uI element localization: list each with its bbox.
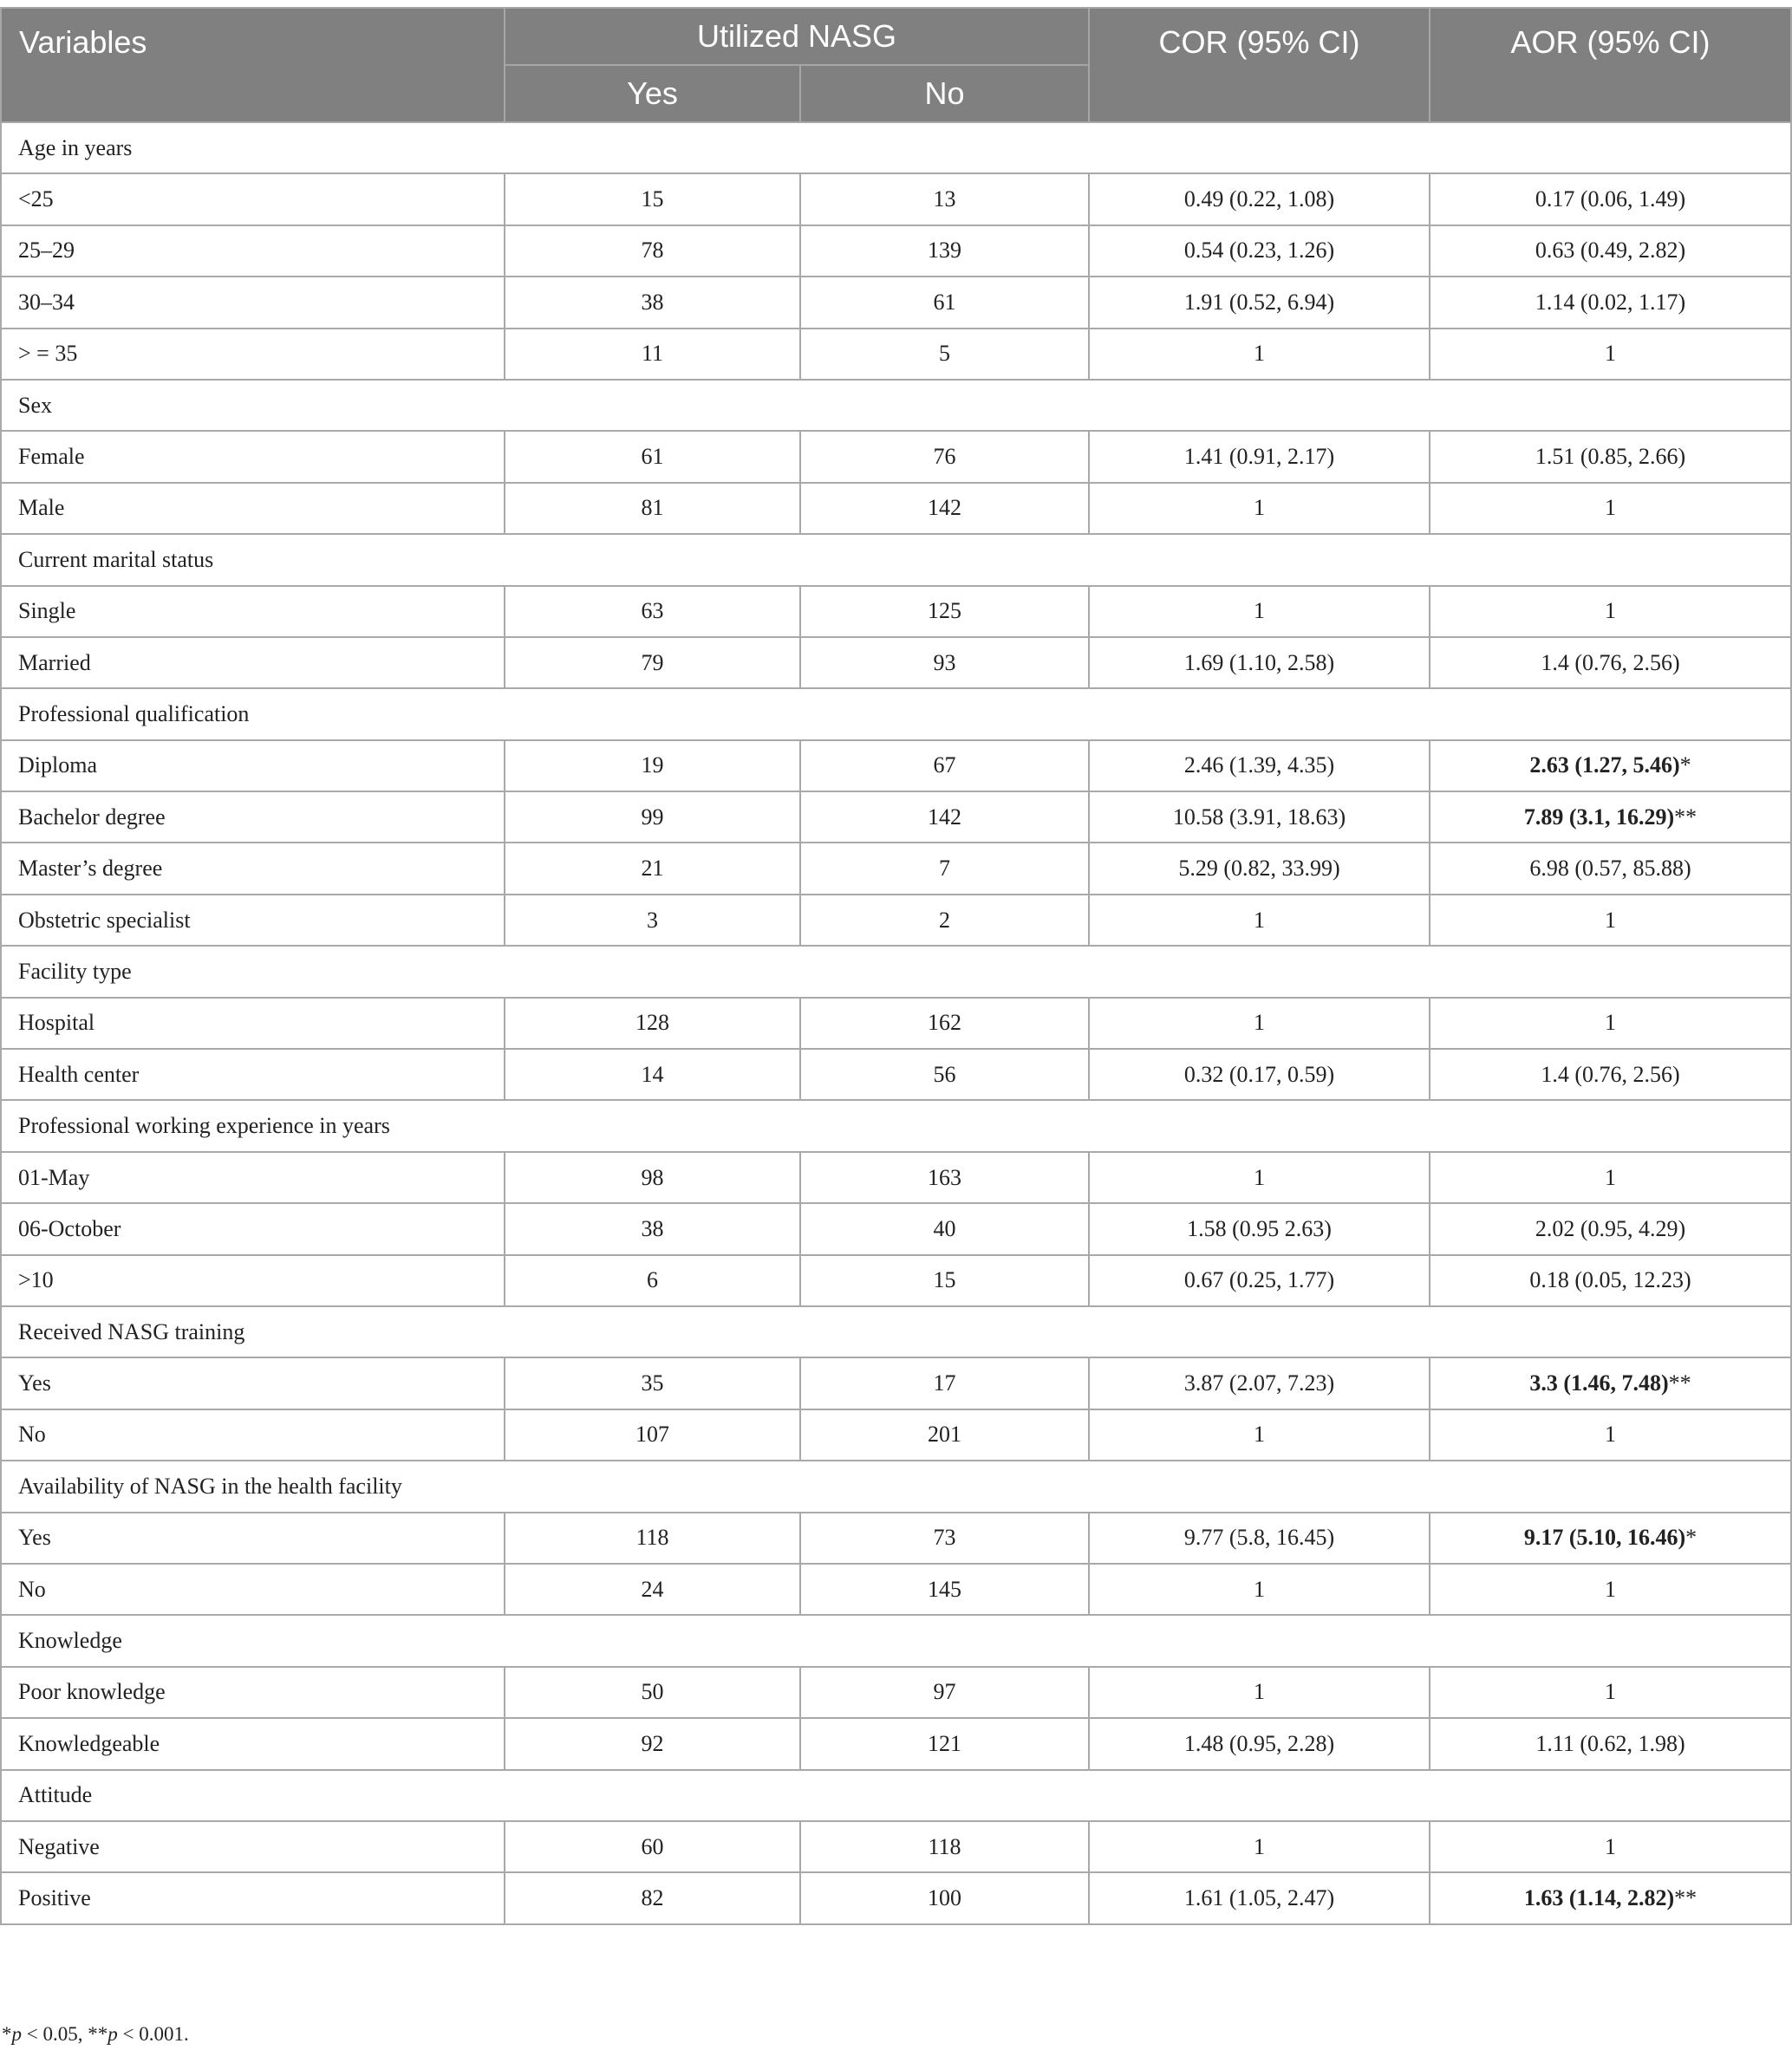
row-label: 01-May bbox=[1, 1152, 505, 1203]
table-row bbox=[1, 740, 1791, 791]
cell-aor: 1 bbox=[1430, 1667, 1791, 1718]
table-row bbox=[1, 1667, 1791, 1718]
cell-no: 139 bbox=[800, 225, 1089, 277]
row-label: 30–34 bbox=[1, 277, 505, 328]
section-label: Age in years bbox=[1, 122, 1791, 173]
table-row bbox=[1, 225, 1791, 277]
cell-aor: 1.51 (0.85, 2.66) bbox=[1430, 431, 1791, 482]
row-label: Yes bbox=[1, 1513, 505, 1564]
section-row bbox=[1, 688, 1791, 739]
significance-mark: ** bbox=[1674, 1884, 1698, 1910]
cell-cor: 1 bbox=[1089, 1821, 1430, 1872]
cell-no: 67 bbox=[800, 740, 1089, 791]
table-row bbox=[1, 1872, 1791, 1923]
cell-cor: 1.41 (0.91, 2.17) bbox=[1089, 431, 1430, 482]
cell-yes: 15 bbox=[505, 173, 800, 225]
aor-significant-value: 2.63 (1.27, 5.46) bbox=[1529, 752, 1680, 778]
table-row bbox=[1, 637, 1791, 688]
cell-cor: 9.77 (5.8, 16.45) bbox=[1089, 1513, 1430, 1564]
cell-yes: 6 bbox=[505, 1255, 800, 1306]
cell-no: 15 bbox=[800, 1255, 1089, 1306]
header-variables: Variables bbox=[1, 8, 505, 122]
section-label: Facility type bbox=[1, 946, 1791, 997]
table-row bbox=[1, 791, 1791, 843]
table-row bbox=[1, 277, 1791, 328]
cell-yes: 63 bbox=[505, 586, 800, 637]
cell-aor bbox=[1430, 1513, 1791, 1564]
table-row bbox=[1, 1513, 1791, 1564]
cell-cor: 1.58 (0.95 2.63) bbox=[1089, 1203, 1430, 1254]
cell-cor: 3.87 (2.07, 7.23) bbox=[1089, 1357, 1430, 1409]
cell-yes: 81 bbox=[505, 483, 800, 534]
cell-no: 13 bbox=[800, 173, 1089, 225]
row-label: 25–29 bbox=[1, 225, 505, 277]
cell-aor: 0.63 (0.49, 2.82) bbox=[1430, 225, 1791, 277]
section-label: Attitude bbox=[1, 1770, 1791, 1821]
cell-aor: 1 bbox=[1430, 1821, 1791, 1872]
table-row bbox=[1, 1152, 1791, 1203]
row-label: >10 bbox=[1, 1255, 505, 1306]
table-row bbox=[1, 329, 1791, 380]
table-row bbox=[1, 1564, 1791, 1615]
section-label: Received NASG training bbox=[1, 1306, 1791, 1357]
row-label: Poor knowledge bbox=[1, 1667, 505, 1718]
cell-cor: 2.46 (1.39, 4.35) bbox=[1089, 740, 1430, 791]
table-row bbox=[1, 483, 1791, 534]
cell-yes: 98 bbox=[505, 1152, 800, 1203]
cell-cor: 1.69 (1.10, 2.58) bbox=[1089, 637, 1430, 688]
table-row bbox=[1, 1718, 1791, 1769]
cell-yes: 118 bbox=[505, 1513, 800, 1564]
header-cor: COR (95% CI) bbox=[1089, 8, 1430, 122]
section-label: Sex bbox=[1, 380, 1791, 431]
cell-cor: 1 bbox=[1089, 329, 1430, 380]
significance-mark: ** bbox=[1668, 1370, 1691, 1396]
cell-aor bbox=[1430, 740, 1791, 791]
cell-cor: 0.49 (0.22, 1.08) bbox=[1089, 173, 1430, 225]
row-label: <25 bbox=[1, 173, 505, 225]
results-table bbox=[0, 7, 1792, 1925]
section-row bbox=[1, 1615, 1791, 1666]
header-utilized-nasg: Utilized NASG bbox=[505, 8, 1089, 65]
cell-no: 201 bbox=[800, 1409, 1089, 1461]
section-label: Knowledge bbox=[1, 1615, 1791, 1666]
cell-cor: 0.54 (0.23, 1.26) bbox=[1089, 225, 1430, 277]
cell-cor: 0.32 (0.17, 0.59) bbox=[1089, 1049, 1430, 1100]
row-label: Positive bbox=[1, 1872, 505, 1923]
cell-aor: 6.98 (0.57, 85.88) bbox=[1430, 843, 1791, 894]
cell-no: 73 bbox=[800, 1513, 1089, 1564]
cell-cor: 1 bbox=[1089, 895, 1430, 946]
row-label: 06-October bbox=[1, 1203, 505, 1254]
cell-yes: 38 bbox=[505, 1203, 800, 1254]
cell-yes: 79 bbox=[505, 637, 800, 688]
cell-aor: 1.4 (0.76, 2.56) bbox=[1430, 637, 1791, 688]
cell-no: 142 bbox=[800, 791, 1089, 843]
section-label: Professional qualification bbox=[1, 688, 1791, 739]
cell-cor: 1 bbox=[1089, 998, 1430, 1049]
aor-significant-value: 7.89 (3.1, 16.29) bbox=[1523, 804, 1675, 830]
cell-no: 142 bbox=[800, 483, 1089, 534]
cell-no: 17 bbox=[800, 1357, 1089, 1409]
cell-aor: 1 bbox=[1430, 1409, 1791, 1461]
cell-cor: 5.29 (0.82, 33.99) bbox=[1089, 843, 1430, 894]
table-wrapper bbox=[0, 7, 1792, 1925]
cell-cor: 1 bbox=[1089, 1667, 1430, 1718]
cell-cor: 1.91 (0.52, 6.94) bbox=[1089, 277, 1430, 328]
cell-no: 162 bbox=[800, 998, 1089, 1049]
section-row bbox=[1, 1461, 1791, 1512]
cell-no: 40 bbox=[800, 1203, 1089, 1254]
header-aor: AOR (95% CI) bbox=[1430, 8, 1791, 122]
table-row bbox=[1, 843, 1791, 894]
header-yes: Yes bbox=[505, 65, 800, 122]
row-label: Bachelor degree bbox=[1, 791, 505, 843]
cell-no: 61 bbox=[800, 277, 1089, 328]
header-no: No bbox=[800, 65, 1089, 122]
cell-yes: 14 bbox=[505, 1049, 800, 1100]
significance-mark: * bbox=[1685, 1525, 1698, 1551]
cell-aor bbox=[1430, 1357, 1791, 1409]
cell-yes: 128 bbox=[505, 998, 800, 1049]
cell-no: 2 bbox=[800, 895, 1089, 946]
cell-aor: 1.14 (0.02, 1.17) bbox=[1430, 277, 1791, 328]
cell-cor: 1 bbox=[1089, 1409, 1430, 1461]
cell-no: 118 bbox=[800, 1821, 1089, 1872]
cell-cor: 1.61 (1.05, 2.47) bbox=[1089, 1872, 1430, 1923]
cell-yes: 21 bbox=[505, 843, 800, 894]
cell-aor: 1 bbox=[1430, 998, 1791, 1049]
cell-aor: 1 bbox=[1430, 483, 1791, 534]
row-label: Master’s degree bbox=[1, 843, 505, 894]
cell-no: 7 bbox=[800, 843, 1089, 894]
cell-no: 56 bbox=[800, 1049, 1089, 1100]
section-row bbox=[1, 1100, 1791, 1151]
cell-no: 100 bbox=[800, 1872, 1089, 1923]
cell-aor: 1.11 (0.62, 1.98) bbox=[1430, 1718, 1791, 1769]
table-row bbox=[1, 1255, 1791, 1306]
cell-aor bbox=[1430, 1872, 1791, 1923]
row-label: Obstetric specialist bbox=[1, 895, 505, 946]
row-label: Married bbox=[1, 637, 505, 688]
aor-significant-value: 9.17 (5.10, 16.46) bbox=[1523, 1525, 1686, 1551]
cell-cor: 1 bbox=[1089, 483, 1430, 534]
row-label: Knowledgeable bbox=[1, 1718, 505, 1769]
section-label: Current marital status bbox=[1, 534, 1791, 585]
cell-cor: 1 bbox=[1089, 586, 1430, 637]
cell-yes: 19 bbox=[505, 740, 800, 791]
section-row bbox=[1, 380, 1791, 431]
cell-aor: 1 bbox=[1430, 1152, 1791, 1203]
table-footnote: *p < 0.05, **p < 0.001. bbox=[2, 2023, 189, 2045]
table-row bbox=[1, 895, 1791, 946]
row-label: Negative bbox=[1, 1821, 505, 1872]
cell-yes: 107 bbox=[505, 1409, 800, 1461]
table-body bbox=[1, 122, 1791, 1924]
section-row bbox=[1, 946, 1791, 997]
table-row bbox=[1, 998, 1791, 1049]
cell-aor: 1 bbox=[1430, 895, 1791, 946]
cell-no: 97 bbox=[800, 1667, 1089, 1718]
section-row bbox=[1, 1770, 1791, 1821]
cell-aor: 1 bbox=[1430, 329, 1791, 380]
cell-aor bbox=[1430, 791, 1791, 843]
cell-yes: 92 bbox=[505, 1718, 800, 1769]
cell-cor: 1.48 (0.95, 2.28) bbox=[1089, 1718, 1430, 1769]
cell-yes: 35 bbox=[505, 1357, 800, 1409]
cell-aor: 2.02 (0.95, 4.29) bbox=[1430, 1203, 1791, 1254]
cell-no: 163 bbox=[800, 1152, 1089, 1203]
cell-yes: 78 bbox=[505, 225, 800, 277]
section-label: Professional working experience in years bbox=[1, 1100, 1791, 1151]
row-label: Female bbox=[1, 431, 505, 482]
cell-yes: 11 bbox=[505, 329, 800, 380]
row-label: Health center bbox=[1, 1049, 505, 1100]
row-label: > = 35 bbox=[1, 329, 505, 380]
table-row bbox=[1, 1203, 1791, 1254]
cell-aor: 1 bbox=[1430, 1564, 1791, 1615]
cell-yes: 82 bbox=[505, 1872, 800, 1923]
cell-yes: 38 bbox=[505, 277, 800, 328]
cell-aor: 1 bbox=[1430, 586, 1791, 637]
row-label: No bbox=[1, 1409, 505, 1461]
section-row bbox=[1, 1306, 1791, 1357]
table-row bbox=[1, 173, 1791, 225]
cell-yes: 60 bbox=[505, 1821, 800, 1872]
row-label: Single bbox=[1, 586, 505, 637]
cell-no: 76 bbox=[800, 431, 1089, 482]
cell-no: 121 bbox=[800, 1718, 1089, 1769]
cell-yes: 3 bbox=[505, 895, 800, 946]
row-label: Hospital bbox=[1, 998, 505, 1049]
row-label: Male bbox=[1, 483, 505, 534]
row-label: Yes bbox=[1, 1357, 505, 1409]
cell-yes: 99 bbox=[505, 791, 800, 843]
significance-mark: ** bbox=[1674, 804, 1698, 830]
cell-yes: 50 bbox=[505, 1667, 800, 1718]
table-row bbox=[1, 1409, 1791, 1461]
cell-aor: 0.17 (0.06, 1.49) bbox=[1430, 173, 1791, 225]
aor-significant-value: 1.63 (1.14, 2.82) bbox=[1523, 1884, 1675, 1910]
table-row bbox=[1, 1357, 1791, 1409]
table-header bbox=[1, 8, 1791, 122]
cell-cor: 10.58 (3.91, 18.63) bbox=[1089, 791, 1430, 843]
cell-aor: 1.4 (0.76, 2.56) bbox=[1430, 1049, 1791, 1100]
cell-cor: 1 bbox=[1089, 1564, 1430, 1615]
table-row bbox=[1, 586, 1791, 637]
section-row bbox=[1, 122, 1791, 173]
cell-yes: 24 bbox=[505, 1564, 800, 1615]
cell-no: 93 bbox=[800, 637, 1089, 688]
cell-yes: 61 bbox=[505, 431, 800, 482]
section-row bbox=[1, 534, 1791, 585]
cell-aor: 0.18 (0.05, 12.23) bbox=[1430, 1255, 1791, 1306]
aor-significant-value: 3.3 (1.46, 7.48) bbox=[1529, 1370, 1669, 1396]
table-row bbox=[1, 1821, 1791, 1872]
row-label: No bbox=[1, 1564, 505, 1615]
table-row bbox=[1, 1049, 1791, 1100]
row-label: Diploma bbox=[1, 740, 505, 791]
cell-no: 145 bbox=[800, 1564, 1089, 1615]
cell-no: 5 bbox=[800, 329, 1089, 380]
cell-cor: 1 bbox=[1089, 1152, 1430, 1203]
significance-mark: * bbox=[1679, 752, 1691, 778]
cell-cor: 0.67 (0.25, 1.77) bbox=[1089, 1255, 1430, 1306]
cell-no: 125 bbox=[800, 586, 1089, 637]
table-row bbox=[1, 431, 1791, 482]
section-label: Availability of NASG in the health facility bbox=[1, 1461, 1791, 1512]
